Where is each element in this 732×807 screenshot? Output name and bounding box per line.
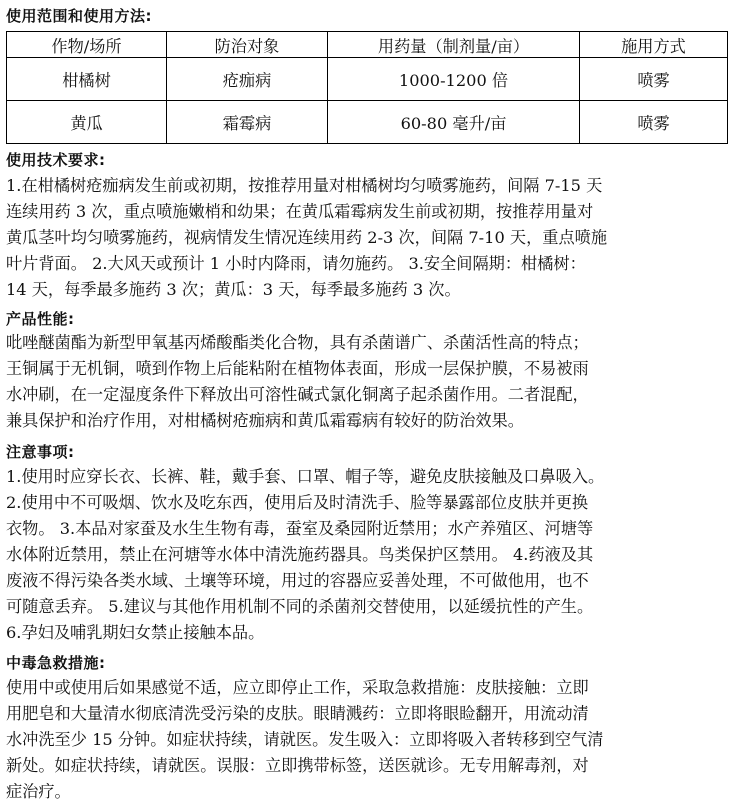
performance-heading: 产品性能: <box>6 310 75 328</box>
cell-target: 霜霉病 <box>167 101 328 144</box>
cell-method: 喷雾 <box>580 58 728 101</box>
notes-heading: 注意事项: <box>6 443 75 461</box>
table-header-row <box>7 32 728 58</box>
column-header-target: 防治对象 <box>167 32 328 58</box>
text-line: 使用中或使用后如果感觉不适，应立即停止工作，采取急救措施：皮肤接触：立即 <box>6 678 589 697</box>
table-row <box>7 101 728 144</box>
text-line: 1.使用时应穿长衣、长裤、鞋，戴手套、口罩、帽子等，避免皮肤接触及口鼻吸入。 <box>6 467 605 486</box>
text-line: 可随意丢弃。 5.建议与其他作用机制不同的杀菌剂交替使用，以延缓抗性的产生。 <box>6 597 594 616</box>
usage-table <box>6 31 728 144</box>
tech-paragraph <box>6 173 728 303</box>
text-line: 新处。如症状持续，请就医。误服：立即携带标签，送医就诊。无专用解毒剂，对 <box>6 756 589 775</box>
text-line: 黄瓜茎叶均匀喷雾施药，视病情发生情况连续用药 2-3 次，间隔 7-10 天，重点喷施 <box>6 228 608 247</box>
text-line: 14 天，每季最多施药 3 次；黄瓜：3 天，每季最多施药 3 次。 <box>6 280 461 299</box>
column-header-dosage: 用药量（制剂量/亩） <box>328 32 580 58</box>
text-line: 用肥皂和大量清水彻底清洗受污染的皮肤。眼睛溅药：立即将眼睑翻开，用流动清 <box>6 704 589 723</box>
firstaid-paragraph <box>6 675 728 805</box>
text-line: 兼具保护和治疗作用，对柑橘树疮痂病和黄瓜霜霉病有较好的防治效果。 <box>6 411 524 430</box>
text-line: 水冲洗至少 15 分钟。如症状持续，请就医。发生吸入：立即将吸入者转移到空气清 <box>6 730 604 749</box>
text-line: 症治疗。 <box>6 782 71 801</box>
performance-paragraph <box>6 330 728 434</box>
table-row <box>7 58 728 101</box>
cell-dosage: 60-80 毫升/亩 <box>328 101 580 144</box>
cell-target: 疮痂病 <box>167 58 328 101</box>
text-line: 6.孕妇及哺乳期妇女禁止接触本品。 <box>6 623 265 642</box>
text-line: 水体附近禁用，禁止在河塘等水体中清洗施药器具。鸟类保护区禁用。 4.药液及其 <box>6 545 594 564</box>
cell-dosage: 1000-1200 倍 <box>328 58 580 101</box>
text-line: 王铜属于无机铜，喷到作物上后能粘附在植物体表面，形成一层保护膜，不易被雨 <box>6 359 589 378</box>
cell-method: 喷雾 <box>580 101 728 144</box>
cell-crop: 黄瓜 <box>7 101 167 144</box>
text-line: 衣物。 3.本品对家蚕及水生生物有毒，蚕室及桑园附近禁用；水产养殖区、河塘等 <box>6 519 594 538</box>
column-header-crop: 作物/场所 <box>7 32 167 58</box>
column-header-method: 施用方式 <box>580 32 728 58</box>
usage-heading: 使用范围和使用方法: <box>6 7 152 25</box>
cell-crop: 柑橘树 <box>7 58 167 101</box>
tech-heading: 使用技术要求: <box>6 151 106 169</box>
text-line: 连续用药 3 次，重点喷施嫩梢和幼果；在黄瓜霜霉病发生前或初期，按推荐用量对 <box>6 202 594 221</box>
text-line: 1.在柑橘树疮痂病发生前或初期，按推荐用量对柑橘树均匀喷雾施药，间隔 7-15 天 <box>6 176 603 195</box>
text-line: 水冲刷，在一定湿度条件下释放出可溶性碱式氯化铜离子起杀菌作用。二者混配， <box>6 385 589 404</box>
text-line: 废液不得污染各类水域、土壤等环境，用过的容器应妥善处理，不可做他用，也不 <box>6 571 589 590</box>
notes-paragraph <box>6 464 728 646</box>
text-line: 吡唑醚菌酯为新型甲氧基丙烯酸酯类化合物，具有杀菌谱广、杀菌活性高的特点； <box>6 333 589 352</box>
firstaid-heading: 中毒急救措施: <box>6 654 106 672</box>
text-line: 2.使用中不可吸烟、饮水及吃东西，使用后及时清洗手、脸等暴露部位皮肤并更换 <box>6 493 589 512</box>
text-line: 叶片背面。 2.大风天或预计 1 小时内降雨，请勿施药。 3.安全间隔期：柑橘树： <box>6 254 586 273</box>
